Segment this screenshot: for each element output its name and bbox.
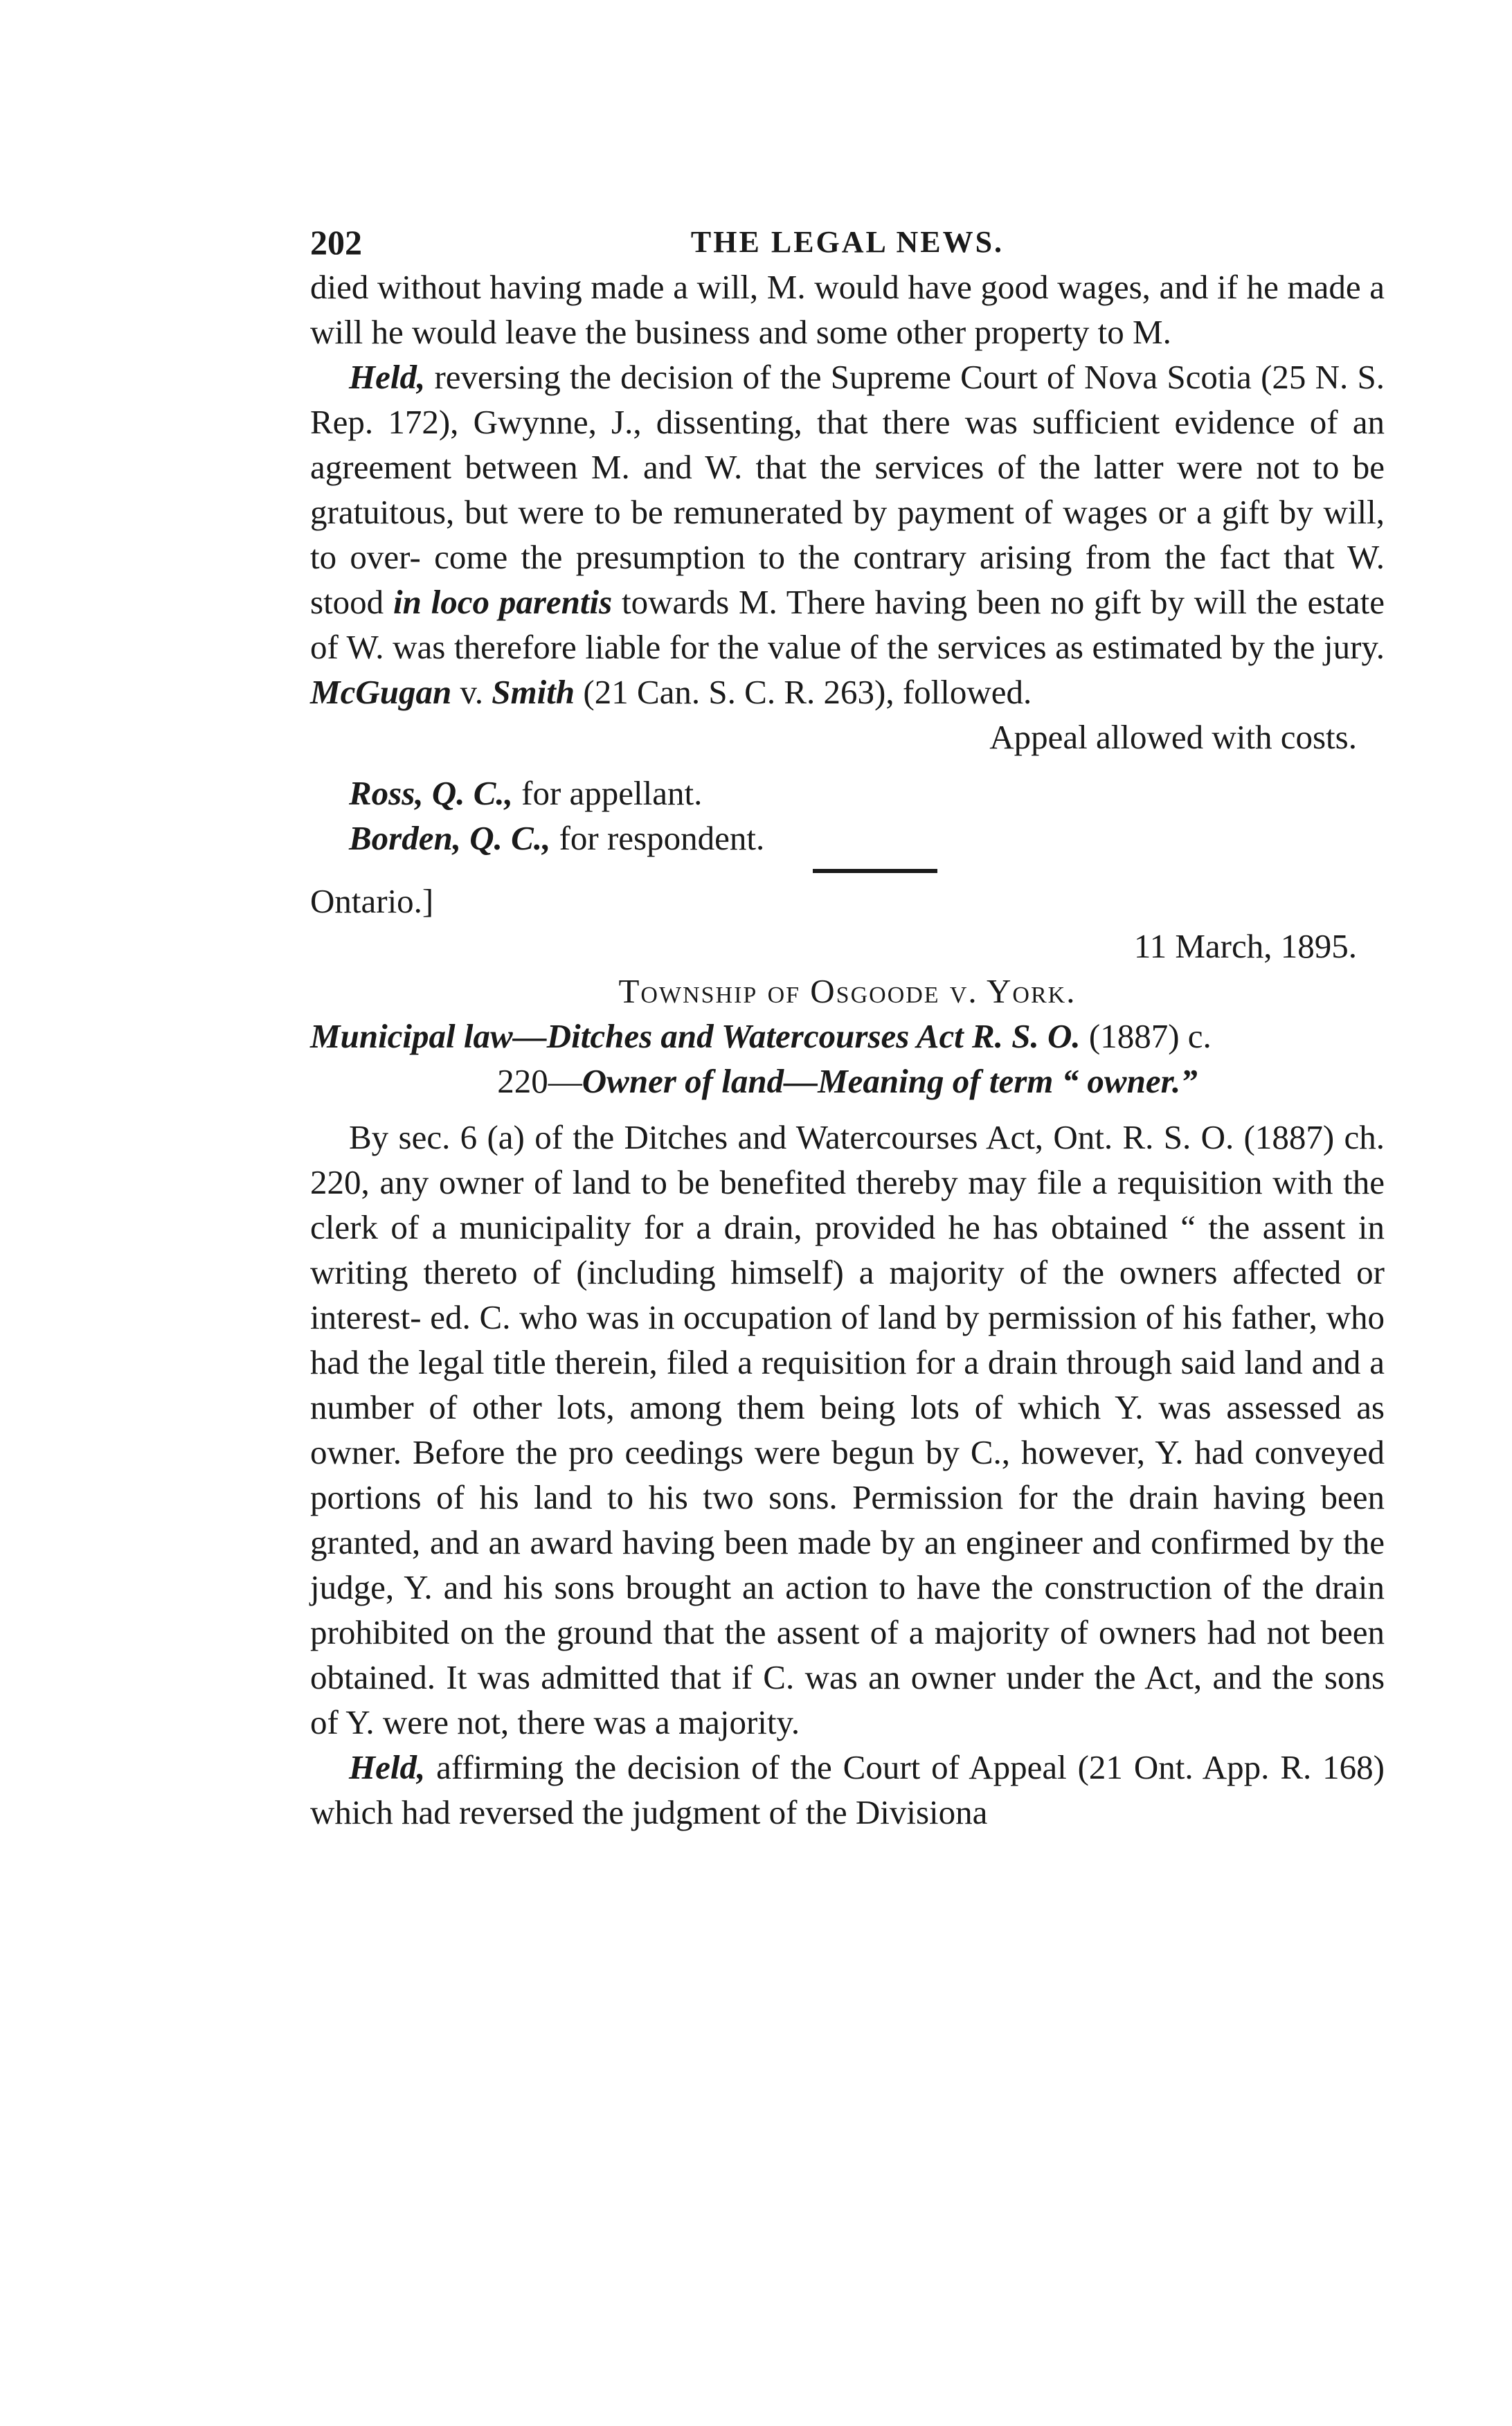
text-line: (including himself) a majority of the owners affected or interest- [310, 1253, 1385, 1336]
text-fragment: W. stood [310, 538, 1385, 621]
counsel-role: for appellant. [512, 774, 703, 812]
text-line: App. R. 168) which had reversed the judgment of the Divisiona [310, 1748, 1385, 1831]
subject-text: Owner of land—Meaning of term “ owner.” [582, 1062, 1198, 1100]
text-line: being lots of which Y. was assessed as owner. Before the pro [310, 1388, 1385, 1471]
text-line: drain through said land and a number of other lots, among them [310, 1343, 1385, 1426]
case2-held-paragraph [310, 1745, 1385, 1835]
text-line: died without having made a will, M. would have good wages, [310, 268, 1151, 306]
text-line: and if he made a will he would leave the business and some [310, 268, 1385, 351]
case1-held-paragraph [310, 354, 1385, 715]
versus: v. [451, 673, 492, 711]
text-line: By sec. 6 (a) of the Ditches and Watercourses Act, Ont. R. S. [349, 1118, 1191, 1156]
counsel-appellant [310, 771, 1385, 816]
held-label: Held, [349, 358, 426, 396]
text-line: was sufficient evidence of an agreement between M. and W. that [310, 403, 1385, 486]
province: Ontario.] [310, 882, 434, 920]
text-line: the services of the latter were not to be gratuitous, but were to [310, 448, 1385, 531]
text-line: affirming the decision of the Court of Appeal (21 Ont. [425, 1748, 1194, 1786]
case1-paragraph [310, 264, 1385, 354]
text-line: come the presumption to the contrary arising from the fact that [434, 538, 1335, 576]
text-line: other property to M. [896, 313, 1171, 351]
case-name-part: Smith [492, 673, 575, 711]
counsel-name: Borden, Q. C., [349, 819, 551, 857]
text-line: sons of Y. were not, there was a majority. [310, 1658, 1385, 1741]
text-line: O. (1887) ch. 220, any owner of land to be benefited thereby may [310, 1118, 1385, 1201]
subject-number: 220— [497, 1062, 582, 1100]
running-head [310, 222, 1385, 263]
latin-phrase: in loco parentis [393, 583, 613, 621]
text-fragment: services as estimated by the jury. [937, 628, 1385, 666]
subject-line-1 [310, 1014, 1385, 1059]
text-line: to have the construction of the drain prohibited on the ground [310, 1568, 1385, 1651]
text-line: Scotia (25 N. S. Rep. 172), Gwynne, J., dissenting, that there [310, 358, 1385, 441]
decision-date: 11 March, 1895. [1133, 927, 1357, 965]
text-line: provided he has obtained “ the assent in writing thereto of [310, 1208, 1385, 1291]
disposition: Appeal allowed with costs. [989, 718, 1357, 756]
held-label: Held, [349, 1748, 426, 1786]
text-line: and confirmed by the judge, Y. and his sons brought an action [310, 1523, 1385, 1606]
subject-line-2 [310, 1059, 1385, 1104]
text-line: by will the estate of W. was therefore liable for the value of the [310, 583, 1385, 666]
page-number: 202 [310, 223, 362, 262]
text-line: be remunerated by payment of wages or a gift by will, to over- [310, 493, 1385, 576]
case-1 [310, 264, 1385, 861]
citation-line: S. C. R. 263), followed. [708, 673, 1032, 711]
text-line: It was admitted that if C. was an owner under the Act, and the [446, 1658, 1314, 1696]
journal-title: THE LEGAL NEWS. [690, 225, 1005, 259]
case-title: Township of Osgoode v. York. [618, 972, 1077, 1010]
counsel-name: Ross, Q. C., [349, 774, 513, 812]
text-line: been granted, and an award having been made by an engineer [310, 1478, 1385, 1561]
case2-body [310, 1115, 1385, 1745]
section-divider [813, 869, 937, 873]
text-line: that the assent of a majority of owners had not been obtained. [310, 1613, 1385, 1696]
case-2 [310, 879, 1385, 1835]
text-line: file a requisition with the clerk of a municipality for a drain, [310, 1163, 1385, 1246]
text-line: of his land to his two sons. Permission for the drain having [436, 1478, 1306, 1516]
text-line: ed. C. who was in occupation of land by permission of his [430, 1298, 1223, 1336]
text-fragment: (21 Can. [575, 673, 701, 711]
case-name-part: McGugan [310, 673, 452, 711]
text-fragment: towards M. There having been no gift [612, 583, 1142, 621]
subject-text: Municipal law—Ditches and Watercourses Act R. S. O. [310, 1017, 1081, 1055]
counsel-respondent [310, 816, 1385, 861]
text-line: reversing the decision of the Supreme Court of Nova [425, 358, 1158, 396]
text-line: ceedings were begun by C., however, Y. had conveyed portions [310, 1433, 1385, 1516]
counsel-role: for respondent. [550, 819, 765, 857]
subject-text: (1887) c. [1080, 1017, 1212, 1055]
book-page [310, 222, 1385, 1835]
text-line: father, who had the legal title therein, filed a requisition for a [310, 1298, 1385, 1381]
